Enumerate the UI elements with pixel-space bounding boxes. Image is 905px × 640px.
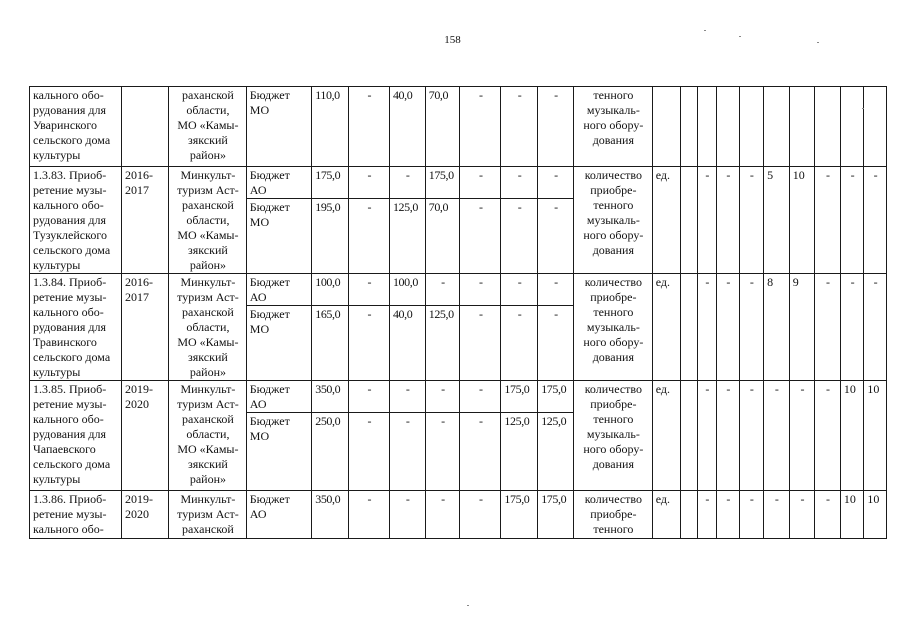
year-amount-cell: 175,0: [425, 167, 460, 199]
year-amount-cell: -: [389, 491, 425, 539]
total-amount-cell: 165,0: [312, 306, 349, 381]
year-amount-cell: -: [349, 306, 390, 381]
year-amount-cell: -: [538, 274, 574, 306]
total-amount-cell: 350,0: [312, 381, 349, 413]
activity-name-cell: кального обо- рудования для Уваринского сельского дома культуры: [30, 87, 122, 167]
year-amount-cell: 70,0: [425, 199, 460, 274]
year-amount-cell: 70,0: [425, 87, 460, 167]
year-amount-cell: -: [501, 199, 538, 274]
funding-source-cell: Бюджет МО: [246, 306, 311, 381]
year-amount-cell: 40,0: [389, 306, 425, 381]
indicator-value-cell: 5: [764, 167, 790, 274]
indicator-value-cell: -: [717, 381, 739, 491]
indicator-value-cell: [840, 87, 864, 167]
indicator-value-cell: -: [764, 491, 790, 539]
year-amount-cell: 175,0: [538, 381, 574, 413]
indicator-value-cell: -: [739, 167, 764, 274]
executor-cell: раханской области, МО «Камы- зякский район»: [169, 87, 247, 167]
indicator-value-cell: [681, 167, 697, 274]
year-amount-cell: -: [389, 381, 425, 413]
year-amount-cell: -: [349, 413, 390, 491]
table-row: [30, 491, 887, 539]
indicator-value-cell: -: [815, 381, 841, 491]
indicator-value-cell: -: [815, 167, 841, 274]
indicator-value-cell: [681, 274, 697, 381]
year-amount-cell: -: [389, 413, 425, 491]
years-cell: 2019- 2020: [122, 491, 169, 539]
indicator-value-cell: [789, 87, 815, 167]
year-amount-cell: -: [349, 274, 390, 306]
year-amount-cell: -: [460, 167, 501, 199]
year-amount-cell: -: [425, 274, 460, 306]
activity-name-cell: 1.3.84. Приоб- ретение музы- кального обо- рудования для Травинского сельского дома культуры: [30, 274, 122, 381]
funding-source-cell: Бюджет АО: [246, 167, 311, 199]
table-row: [30, 167, 887, 199]
year-amount-cell: -: [389, 167, 425, 199]
total-amount-cell: 110,0: [312, 87, 349, 167]
funding-source-cell: Бюджет АО: [246, 274, 311, 306]
year-amount-cell: -: [460, 381, 501, 413]
activity-name-cell: 1.3.85. Приоб- ретение музы- кального обо- рудования для Чапаевского сельского дома культуры: [30, 381, 122, 491]
indicator-value-cell: [681, 491, 697, 539]
year-amount-cell: 40,0: [389, 87, 425, 167]
year-amount-cell: -: [425, 381, 460, 413]
indicator-value-cell: 8: [764, 274, 790, 381]
year-amount-cell: -: [349, 167, 390, 199]
indicator-value-cell: [815, 87, 841, 167]
indicator-value-cell: -: [815, 274, 841, 381]
funding-source-cell: Бюджет АО: [246, 381, 311, 413]
indicator-value-cell: -: [789, 491, 815, 539]
indicator-value-cell: -: [840, 167, 864, 274]
indicator-value-cell: -: [864, 274, 887, 381]
years-cell: 2016- 2017: [122, 274, 169, 381]
indicator-cell: количество приобре- тенного музыкаль- ного обору- дования: [573, 274, 652, 381]
unit-cell: ед.: [652, 491, 681, 539]
unit-cell: [652, 87, 681, 167]
indicator-value-cell: -: [864, 167, 887, 274]
funding-source-cell: Бюджет МО: [246, 199, 311, 274]
indicator-value-cell: 10: [840, 381, 864, 491]
table-row: [30, 274, 887, 306]
total-amount-cell: 250,0: [312, 413, 349, 491]
year-amount-cell: -: [501, 274, 538, 306]
activity-name-cell: 1.3.86. Приоб- ретение музы- кального обо-: [30, 491, 122, 539]
year-amount-cell: 175,0: [501, 381, 538, 413]
indicator-cell: тенного музыкаль- ного обору- дования: [573, 87, 652, 167]
executor-cell: Минкульт- туризм Аст- раханской области, МО «Камы- зякский район»: [169, 381, 247, 491]
years-cell: 2019- 2020: [122, 381, 169, 491]
indicator-value-cell: [681, 381, 697, 491]
year-amount-cell: -: [460, 306, 501, 381]
executor-cell: Минкульт- туризм Аст- раханской области, МО «Камы- зякский район»: [169, 274, 247, 381]
program-activities-table: [29, 86, 887, 539]
indicator-value-cell: [681, 87, 697, 167]
year-amount-cell: -: [349, 199, 390, 274]
funding-source-cell: Бюджет МО: [246, 413, 311, 491]
indicator-value-cell: -: [739, 274, 764, 381]
year-amount-cell: -: [538, 167, 574, 199]
indicator-value-cell: -: [697, 491, 716, 539]
year-amount-cell: -: [538, 87, 574, 167]
year-amount-cell: -: [349, 381, 390, 413]
year-amount-cell: -: [501, 87, 538, 167]
indicator-value-cell: 10: [864, 491, 887, 539]
indicator-value-cell: 10: [864, 381, 887, 491]
year-amount-cell: -: [460, 491, 501, 539]
year-amount-cell: -: [460, 413, 501, 491]
year-amount-cell: -: [501, 306, 538, 381]
year-amount-cell: -: [460, 87, 501, 167]
total-amount-cell: 195,0: [312, 199, 349, 274]
indicator-value-cell: [697, 87, 716, 167]
indicator-value-cell: [864, 87, 887, 167]
years-cell: 2016- 2017: [122, 167, 169, 274]
total-amount-cell: 100,0: [312, 274, 349, 306]
total-amount-cell: 350,0: [312, 491, 349, 539]
executor-cell: Минкульт- туризм Аст- раханской области, МО «Камы- зякский район»: [169, 167, 247, 274]
indicator-value-cell: -: [697, 274, 716, 381]
year-amount-cell: 125,0: [501, 413, 538, 491]
year-amount-cell: 125,0: [538, 413, 574, 491]
indicator-value-cell: [739, 87, 764, 167]
indicator-value-cell: -: [697, 381, 716, 491]
total-amount-cell: 175,0: [312, 167, 349, 199]
indicator-value-cell: -: [739, 491, 764, 539]
indicator-cell: количество приобре- тенного музыкаль- ного обору- дования: [573, 167, 652, 274]
activity-name-cell: 1.3.83. Приоб- ретение музы- кального обо- рудования для Тузуклейского сельского дома культуры: [30, 167, 122, 274]
year-amount-cell: -: [349, 491, 390, 539]
year-amount-cell: -: [538, 306, 574, 381]
indicator-value-cell: -: [764, 381, 790, 491]
year-amount-cell: -: [460, 199, 501, 274]
funding-source-cell: Бюджет МО: [246, 87, 311, 167]
year-amount-cell: -: [501, 167, 538, 199]
year-amount-cell: -: [349, 87, 390, 167]
indicator-value-cell: [717, 87, 739, 167]
indicator-value-cell: -: [815, 491, 841, 539]
year-amount-cell: -: [425, 413, 460, 491]
table-row: [30, 87, 887, 167]
year-amount-cell: -: [425, 491, 460, 539]
indicator-value-cell: 10: [840, 491, 864, 539]
year-amount-cell: 125,0: [425, 306, 460, 381]
indicator-value-cell: -: [739, 381, 764, 491]
indicator-value-cell: -: [717, 491, 739, 539]
unit-cell: ед.: [652, 274, 681, 381]
page-number: 158: [444, 34, 461, 46]
year-amount-cell: -: [460, 274, 501, 306]
unit-cell: ед.: [652, 167, 681, 274]
indicator-value-cell: -: [840, 274, 864, 381]
year-amount-cell: -: [538, 199, 574, 274]
year-amount-cell: 175,0: [501, 491, 538, 539]
indicator-cell: количество приобре- тенного: [573, 491, 652, 539]
indicator-value-cell: [764, 87, 790, 167]
table-row: [30, 381, 887, 413]
indicator-value-cell: -: [697, 167, 716, 274]
executor-cell: Минкульт- туризм Аст- раханской: [169, 491, 247, 539]
year-amount-cell: 125,0: [389, 199, 425, 274]
indicator-value-cell: 10: [789, 167, 815, 274]
indicator-value-cell: -: [717, 167, 739, 274]
year-amount-cell: 100,0: [389, 274, 425, 306]
indicator-cell: количество приобре- тенного музыкаль- ного обору- дования: [573, 381, 652, 491]
funding-source-cell: Бюджет АО: [246, 491, 311, 539]
indicator-value-cell: -: [789, 381, 815, 491]
indicator-value-cell: 9: [789, 274, 815, 381]
years-cell: [122, 87, 169, 167]
indicator-value-cell: -: [717, 274, 739, 381]
year-amount-cell: 175,0: [538, 491, 574, 539]
unit-cell: ед.: [652, 381, 681, 491]
